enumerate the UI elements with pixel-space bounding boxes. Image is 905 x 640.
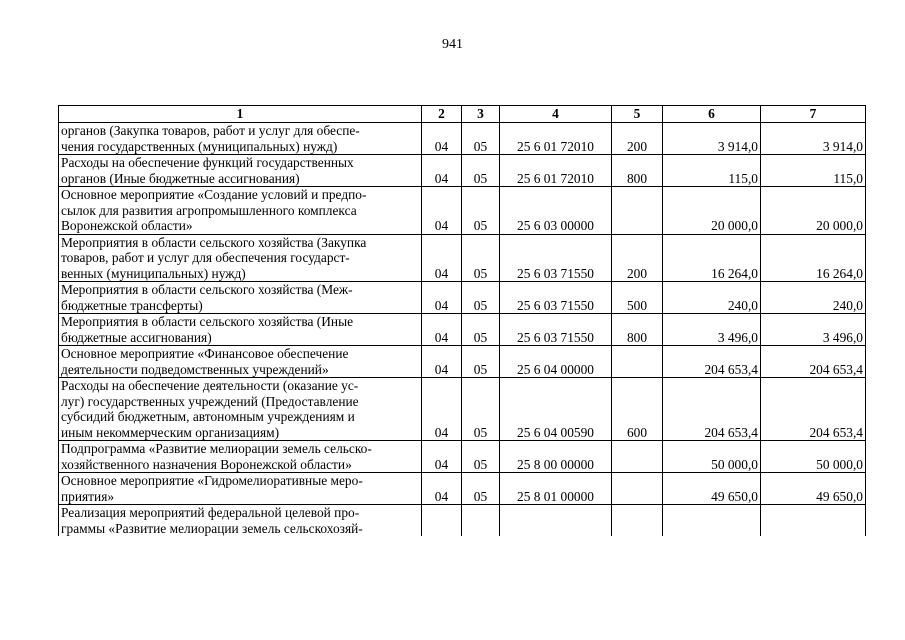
item-name-line: бюджетные трансферты) xyxy=(61,297,203,313)
amount-col-7 xyxy=(761,505,866,537)
table-row xyxy=(59,234,866,282)
section-code: 04 xyxy=(422,123,462,155)
header-col-6: 6 xyxy=(663,106,761,123)
subsection-code: 05 xyxy=(462,155,500,187)
amount-col-6 xyxy=(663,505,761,537)
subsection-code: 05 xyxy=(462,473,500,505)
page-number: 941 xyxy=(442,37,463,52)
item-name xyxy=(59,505,422,537)
subsection-code xyxy=(462,505,500,537)
amount-col-6: 204 653,4 xyxy=(663,346,761,378)
amount-col-7: 3 914,0 xyxy=(761,123,866,155)
item-name xyxy=(59,346,422,378)
item-name-line: субсидий бюджетным, автономным учреждениям и xyxy=(61,409,355,424)
item-name-line: деятельности подведомственных учреждений» xyxy=(61,361,329,377)
target-article-code: 25 6 04 00590 xyxy=(500,378,612,441)
item-name xyxy=(59,473,422,505)
item-name-line: товаров, работ и услуг для обеспечения государст- xyxy=(61,250,350,265)
item-name-line: приятия» xyxy=(61,488,115,504)
expense-type-code: 500 xyxy=(612,282,663,314)
expense-type-code: 200 xyxy=(612,234,663,282)
expense-type-code xyxy=(612,187,663,235)
amount-col-7: 50 000,0 xyxy=(761,441,866,473)
item-name-line: граммы «Развитие мелиорации земель сельскохозяй- xyxy=(61,520,363,536)
amount-col-6: 16 264,0 xyxy=(663,234,761,282)
item-name-line: хозяйственного назначения Воронежской области» xyxy=(61,456,352,472)
item-name xyxy=(59,123,422,155)
target-article-code: 25 6 01 72010 xyxy=(500,123,612,155)
item-name-line: органов (Закупка товаров, работ и услуг для обеспе- xyxy=(61,123,360,138)
item-name-line: бюджетные ассигнования) xyxy=(61,329,212,345)
expense-type-code: 800 xyxy=(612,314,663,346)
item-name-line: Реализация мероприятий федеральной целевой про- xyxy=(61,505,360,520)
table-row xyxy=(59,187,866,235)
amount-col-6: 115,0 xyxy=(663,155,761,187)
expense-type-code xyxy=(612,346,663,378)
table-row xyxy=(59,378,866,441)
target-article-code: 25 6 03 71550 xyxy=(500,314,612,346)
table-row xyxy=(59,505,866,537)
target-article-code: 25 6 03 71550 xyxy=(500,234,612,282)
subsection-code: 05 xyxy=(462,378,500,441)
subsection-code: 05 xyxy=(462,282,500,314)
header-col-5: 5 xyxy=(612,106,663,123)
target-article-code: 25 6 04 00000 xyxy=(500,346,612,378)
amount-col-6: 204 653,4 xyxy=(663,378,761,441)
item-name xyxy=(59,378,422,441)
item-name-line: Подпрограмма «Развитие мелиорации земель сельско- xyxy=(61,441,372,456)
item-name-line: Мероприятия в области сельского хозяйства (Иные xyxy=(61,314,354,329)
section-code: 04 xyxy=(422,282,462,314)
amount-col-7: 16 264,0 xyxy=(761,234,866,282)
item-name-line: Основное мероприятие «Гидромелиоративные меро- xyxy=(61,473,363,488)
item-name xyxy=(59,187,422,235)
amount-col-7: 204 653,4 xyxy=(761,346,866,378)
expense-type-code: 800 xyxy=(612,155,663,187)
budget-table xyxy=(58,105,866,536)
item-name-line: Расходы на обеспечение деятельности (оказание ус- xyxy=(61,378,359,393)
table-row xyxy=(59,282,866,314)
section-code: 04 xyxy=(422,234,462,282)
table-row xyxy=(59,123,866,155)
item-name-line: Мероприятия в области сельского хозяйства (Меж- xyxy=(61,282,353,297)
amount-col-7: 49 650,0 xyxy=(761,473,866,505)
expense-type-code xyxy=(612,441,663,473)
item-name-line: Расходы на обеспечение функций государственных xyxy=(61,155,354,170)
item-name-line: луг) государственных учреждений (Предоставление xyxy=(61,393,359,409)
item-name xyxy=(59,314,422,346)
header-col-4: 4 xyxy=(500,106,612,123)
amount-col-7: 115,0 xyxy=(761,155,866,187)
item-name-line: Воронежской области» xyxy=(61,218,193,233)
header-col-1: 1 xyxy=(59,106,422,123)
amount-col-6: 49 650,0 xyxy=(663,473,761,505)
amount-col-7: 20 000,0 xyxy=(761,187,866,235)
header-col-7: 7 xyxy=(761,106,866,123)
item-name-line: органов (Иные бюджетные ассигнования) xyxy=(61,170,300,186)
item-name-line: иным некоммерческим организациям) xyxy=(61,424,280,440)
item-name xyxy=(59,234,422,282)
item-name xyxy=(59,441,422,473)
subsection-code: 05 xyxy=(462,187,500,235)
amount-col-6: 3 496,0 xyxy=(663,314,761,346)
expense-type-code xyxy=(612,505,663,537)
amount-col-7: 240,0 xyxy=(761,282,866,314)
amount-col-6: 3 914,0 xyxy=(663,123,761,155)
item-name-line: венных (муниципальных) нужд) xyxy=(61,265,246,281)
amount-col-6: 20 000,0 xyxy=(663,187,761,235)
section-code: 04 xyxy=(422,314,462,346)
header-row xyxy=(59,106,866,123)
item-name xyxy=(59,282,422,314)
table-row xyxy=(59,155,866,187)
table-row xyxy=(59,473,866,505)
section-code: 04 xyxy=(422,155,462,187)
section-code: 04 xyxy=(422,441,462,473)
item-name-line: чения государственных (муниципальных) нужд) xyxy=(61,138,338,154)
header-col-3: 3 xyxy=(462,106,500,123)
amount-col-6: 240,0 xyxy=(663,282,761,314)
subsection-code: 05 xyxy=(462,123,500,155)
amount-col-7: 3 496,0 xyxy=(761,314,866,346)
target-article-code: 25 6 03 71550 xyxy=(500,282,612,314)
section-code xyxy=(422,505,462,537)
target-article-code xyxy=(500,505,612,537)
amount-col-6: 50 000,0 xyxy=(663,441,761,473)
table-row xyxy=(59,441,866,473)
target-article-code: 25 6 01 72010 xyxy=(500,155,612,187)
table-row xyxy=(59,346,866,378)
expense-type-code: 600 xyxy=(612,378,663,441)
item-name-line: сылок для развития агропромышленного комплекса xyxy=(61,202,357,218)
amount-col-7: 204 653,4 xyxy=(761,378,866,441)
table-row xyxy=(59,314,866,346)
subsection-code: 05 xyxy=(462,234,500,282)
item-name-line: Мероприятия в области сельского хозяйства (Закупка xyxy=(61,234,367,250)
target-article-code: 25 6 03 00000 xyxy=(500,187,612,235)
item-name xyxy=(59,155,422,187)
target-article-code: 25 8 01 00000 xyxy=(500,473,612,505)
target-article-code: 25 8 00 00000 xyxy=(500,441,612,473)
item-name-line: Основное мероприятие «Финансовое обеспечение xyxy=(61,346,349,361)
expense-type-code: 200 xyxy=(612,123,663,155)
subsection-code: 05 xyxy=(462,441,500,473)
item-name-line: Основное мероприятие «Создание условий и предпо- xyxy=(61,187,367,202)
section-code: 04 xyxy=(422,346,462,378)
section-code: 04 xyxy=(422,473,462,505)
section-code: 04 xyxy=(422,187,462,235)
expense-type-code xyxy=(612,473,663,505)
header-col-2: 2 xyxy=(422,106,462,123)
subsection-code: 05 xyxy=(462,346,500,378)
subsection-code: 05 xyxy=(462,314,500,346)
section-code: 04 xyxy=(422,378,462,441)
